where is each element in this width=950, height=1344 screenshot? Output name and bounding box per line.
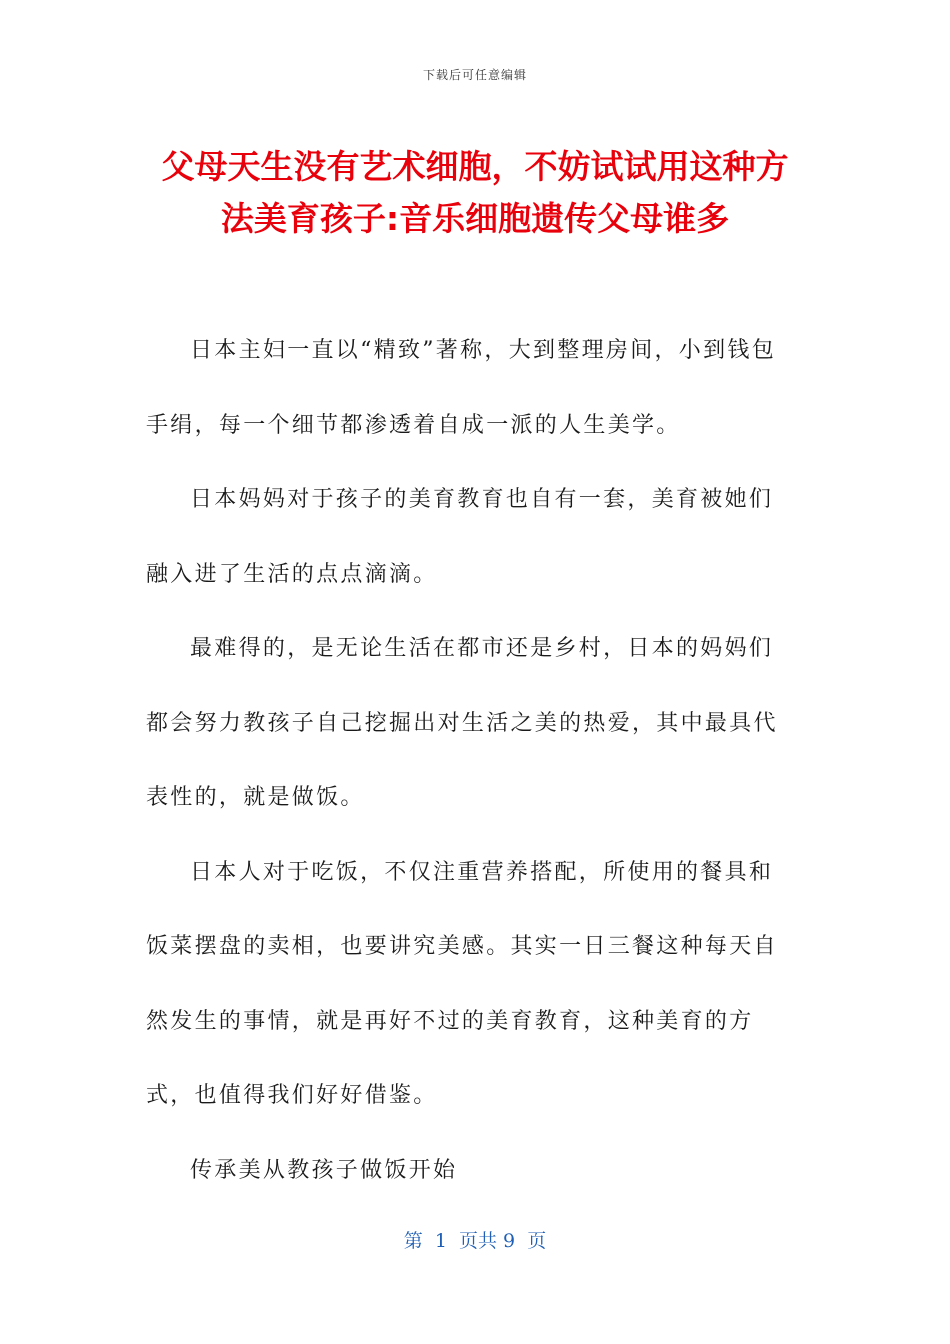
paragraph-1: 日本主妇一直以“精致”著称，大到整理房间，小到钱包手绢，每一个细节都渗透着自成一派的人生美学。	[146, 338, 776, 438]
paragraph-4: 日本人对于吃饭，不仅注重营养搭配，所使用的餐具和饭菜摆盘的卖相，也要讲究美感。其实一日三餐这种每天自然发生的事情，就是再好不过的美育教育，这种美育的方式，也值得我们好好借鉴。	[146, 859, 778, 1108]
page-header-note: 下载后可任意编辑	[422, 68, 527, 82]
document-title-line-2: 法美育孩子:音乐细胞遗传父母谁多	[220, 199, 730, 238]
paragraph-2: 日本妈妈对于孩子的美育教育也自有一套，美育被她们融入进了生活的点点滴滴。	[146, 487, 774, 587]
article-body	[146, 314, 796, 1208]
page-number-footer: 第 1 页共 9 页	[403, 1230, 547, 1252]
document-title-line-1: 父母天生没有艺术细胞，不妨试试用这种方	[161, 147, 789, 186]
paragraph-3: 最难得的，是无论生活在都市还是乡村，日本的妈妈们都会努力教孩子自己挖掘出对生活之美的热爱，其中最具代表性的，就是做饭。	[146, 636, 778, 810]
paragraph-5: 传承美从教孩子做饭开始	[190, 1157, 458, 1183]
document-title	[100, 141, 850, 245]
